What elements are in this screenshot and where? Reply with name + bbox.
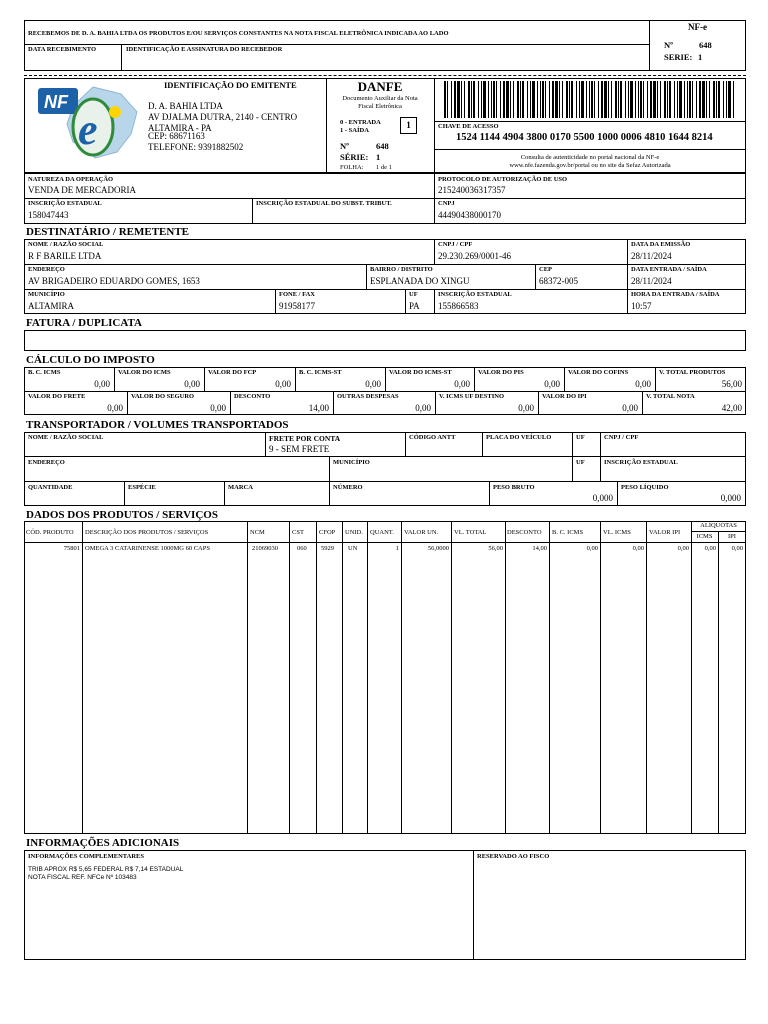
- stub-serie: 1: [698, 52, 703, 62]
- divider: [482, 432, 483, 456]
- danfe-number-label: Nº: [340, 141, 349, 151]
- row1-value-6: 0,00: [544, 379, 560, 389]
- product-unit-value: 56,0000: [427, 545, 449, 552]
- invoice-block: [24, 330, 746, 351]
- barcode: [444, 81, 734, 118]
- col-header-quantity: QUANT.: [370, 529, 394, 536]
- danfe-subtitle-2: Fiscal Eletrônica: [358, 103, 402, 110]
- product-cst: 060: [297, 545, 307, 552]
- recipient-cep: 68372-005: [539, 276, 578, 286]
- nfe-logo: [33, 82, 143, 164]
- row2-value-5: 0,00: [518, 403, 534, 413]
- gross-weight-label: PESO BRUTO: [493, 484, 535, 491]
- divider: [247, 521, 248, 834]
- recipient-ie-label: INSCRIÇÃO ESTADUAL: [438, 291, 512, 298]
- row2-value-4: 0,00: [415, 403, 431, 413]
- danfe-type-box: 1: [400, 117, 417, 134]
- net-weight-label: PESO LÍQUIDO: [621, 484, 669, 491]
- row1-value-2: 0,00: [184, 379, 200, 389]
- complementary-line-2: NOTA FISCAL REF. NFCe Nº 103483: [28, 874, 137, 881]
- col-header-rates: ALÍQUOTAS: [700, 522, 737, 529]
- products-section-title: DADOS DOS PRODUTOS / SERVIÇOS: [26, 509, 218, 521]
- issuer-phone: TELEFONE: 9391882502: [148, 142, 244, 152]
- row2-label-3: DESCONTO: [234, 393, 271, 400]
- products-table: [24, 521, 746, 834]
- row2-label-6: VALOR DO IPI: [542, 393, 587, 400]
- divider: [316, 521, 317, 834]
- divider: [385, 367, 386, 391]
- divider: [549, 521, 550, 834]
- product-cfop: 5929: [321, 545, 334, 552]
- row2-label-7: V. TOTAL NOTA: [646, 393, 695, 400]
- col-header-cst: CST: [292, 529, 304, 536]
- danfe-folha-label: FOLHA:: [340, 164, 364, 171]
- carrier-uf2-label: UF: [576, 459, 585, 466]
- row2-value-6: 0,00: [622, 403, 638, 413]
- col-header-unit-value: VALOR UN.: [404, 529, 439, 536]
- recipient-district-label: BAIRRO / DISTRITO: [370, 266, 433, 273]
- col-header-rate-ipi: IPI: [728, 533, 736, 540]
- entry-time: 10:57: [631, 301, 652, 311]
- divider: [535, 264, 536, 289]
- issuer-name: D. A. BAHIA LTDA: [148, 101, 223, 111]
- carrier-cnpj-label: CNPJ / CPF: [604, 434, 639, 441]
- col-header-ncm: NCM: [250, 529, 265, 536]
- divider: [435, 391, 436, 415]
- issuer-ie-st-label: INSCRIÇÃO ESTADUAL DO SUBST. TRIBUT.: [256, 200, 392, 207]
- row2-value-3: 14,00: [308, 403, 329, 413]
- divider: [24, 44, 649, 45]
- product-bc-icms: 0,00: [586, 545, 598, 552]
- col-header-cfop: CFOP: [319, 529, 336, 536]
- row1-value-5: 0,00: [454, 379, 470, 389]
- recipient-section-title: DESTINATÁRIO / REMETENTE: [26, 226, 189, 238]
- product-rate-icms: 0,00: [704, 545, 716, 552]
- carrier-ie-label: INSCRIÇÃO ESTADUAL: [604, 459, 678, 466]
- col-header-total: VL. TOTAL: [454, 529, 487, 536]
- gross-weight: 0,000: [592, 493, 613, 503]
- row1-label-7: VALOR DO COFINS: [568, 369, 629, 376]
- divider: [434, 173, 435, 224]
- row2-label-5: V. ICMS UF DESTINO: [439, 393, 505, 400]
- product-unit: UN: [348, 545, 358, 552]
- divider: [252, 198, 253, 224]
- recipient-district: ESPLANADA DO XINGU: [370, 276, 470, 286]
- invoice-section-title: FATURA / DUPLICATA: [26, 317, 142, 329]
- recipient-city-label: MUNICÍPIO: [28, 291, 65, 298]
- row1-value-8: 56,00: [721, 379, 742, 389]
- recipient-name-label: NOME / RAZÃO SOCIAL: [28, 241, 104, 248]
- product-quantity: 1: [395, 545, 399, 552]
- plate-label: PLACA DO VEÍCULO: [486, 434, 552, 441]
- row1-label-3: VALOR DO FCP: [208, 369, 257, 376]
- stub-number: 648: [699, 40, 712, 50]
- svg-text:NF: NF: [44, 92, 68, 112]
- recipient-address-label: ENDEREÇO: [28, 266, 65, 273]
- danfe-entrada: 0 - ENTRADA: [340, 119, 381, 126]
- issuer-cep: CEP: 68671163: [148, 131, 205, 141]
- net-weight: 0,000: [720, 493, 741, 503]
- divider: [333, 391, 334, 415]
- divider: [434, 289, 435, 314]
- divider: [642, 391, 643, 415]
- freight-label: FRETE POR CONTA: [269, 434, 341, 443]
- quantity-label: QUANTIDADE: [28, 484, 73, 491]
- divider: [691, 521, 692, 834]
- col-header-unit: UNID.: [345, 529, 363, 536]
- recipient-uf: PA: [409, 301, 420, 311]
- issuer-ie-label: INSCRIÇÃO ESTADUAL: [28, 200, 102, 207]
- row1-label-1: B. C. ICMS: [28, 369, 61, 376]
- carrier-name-label: NOME / RAZÃO SOCIAL: [28, 434, 104, 441]
- col-header-rate-icms: ICMS: [696, 533, 713, 540]
- divider: [489, 481, 490, 506]
- divider: [295, 367, 296, 391]
- access-key-label: CHAVE DE ACESSO: [438, 123, 499, 130]
- entry-time-label: HORA DA ENTRADA / SAÍDA: [631, 291, 720, 298]
- col-header-description: DESCRIÇÃO DOS PRODUTOS / SERVIÇOS: [85, 529, 209, 536]
- divider: [627, 239, 628, 314]
- product-discount: 14,00: [532, 545, 547, 552]
- divider: [473, 850, 474, 960]
- product-ncm: 21069030: [252, 545, 278, 552]
- recipient-cep-label: CEP: [539, 266, 552, 273]
- issue-date: 28/11/2024: [631, 251, 672, 261]
- recipient-ie: 155866583: [438, 301, 479, 311]
- divider: [289, 521, 290, 834]
- col-header-code: CÓD. PRODUTO: [26, 529, 74, 536]
- divider: [538, 391, 539, 415]
- row2-label-4: OUTRAS DESPESAS: [337, 393, 399, 400]
- issuer-cnpj-value: 44490438000170: [438, 210, 501, 220]
- recipient-cnpj: 29.230.269/0001-46: [438, 251, 511, 261]
- product-ipi: 0,00: [677, 545, 689, 552]
- divider: [230, 391, 231, 415]
- divider: [127, 391, 128, 415]
- divider: [24, 456, 746, 457]
- divider: [405, 289, 406, 314]
- carrier-address-label: ENDEREÇO: [28, 459, 65, 466]
- recipient-phone: 91958177: [279, 301, 315, 311]
- freight-value: 9 - SEM FRETE: [269, 444, 330, 454]
- divider: [329, 456, 330, 506]
- danfe-serie: 1: [376, 152, 381, 162]
- row2-value-7: 42,00: [721, 403, 742, 413]
- access-key: 1524 1144 4904 3800 0170 5500 1000 0006 4810 1644 8214: [456, 132, 713, 143]
- divider: [401, 521, 402, 834]
- cut-line: [24, 75, 746, 76]
- divider: [121, 44, 122, 71]
- row2-value-1: 0,00: [107, 403, 123, 413]
- carrier-city-label: MUNICÍPIO: [333, 459, 370, 466]
- protocol-value: 215240036317357: [438, 185, 506, 195]
- recipient-cnpj-label: CNPJ / CPF: [438, 241, 473, 248]
- recipient-address: AV BRIGADEIRO EDUARDO GOMES, 1653: [28, 276, 200, 286]
- issuer-city: ALTAMIRA - PA: [148, 123, 212, 133]
- divider: [474, 367, 475, 391]
- divider: [405, 432, 406, 456]
- divider: [718, 531, 719, 834]
- number-label: NÚMERO: [333, 484, 363, 491]
- row1-label-8: V. TOTAL PRODUTOS: [659, 369, 726, 376]
- row1-value-4: 0,00: [365, 379, 381, 389]
- danfe-folha: 1 de 1: [376, 164, 392, 171]
- col-header-vl-icms: VL. ICMS: [603, 529, 631, 536]
- divider: [114, 367, 115, 391]
- issuer-address: AV DJALMA DUTRA, 2140 - CENTRO: [148, 112, 298, 122]
- access-key-consult-1: Consulta de autenticidade no portal nacional da NF-e: [520, 154, 660, 161]
- brand-label: MARCA: [228, 484, 253, 491]
- carrier-uf-label: UF: [576, 434, 585, 441]
- row2-label-2: VALOR DO SEGURO: [131, 393, 195, 400]
- divider: [600, 521, 601, 834]
- divider: [564, 367, 565, 391]
- divider: [434, 239, 435, 264]
- divider: [82, 521, 83, 834]
- divider: [646, 521, 647, 834]
- danfe-subtitle-1: Documento Auxiliar da Nota: [342, 95, 418, 102]
- divider: [24, 289, 746, 290]
- issuer-heading: IDENTIFICAÇÃO DO EMITENTE: [164, 80, 297, 90]
- divider: [204, 367, 205, 391]
- divider: [24, 542, 746, 543]
- access-key-consult-2: www.nfe.fazenda.gov.br/portal ou no site da Sefaz Autorizada: [509, 162, 671, 169]
- receipt-signature-label: IDENTIFICAÇÃO E ASSINATURA DO RECEBEDOR: [126, 46, 283, 53]
- divider: [366, 264, 367, 289]
- divider: [24, 264, 746, 265]
- divider: [434, 121, 746, 122]
- divider: [655, 367, 656, 391]
- nature-value: VENDA DE MERCADORIA: [28, 185, 136, 195]
- col-header-ipi: VALOR IPI: [649, 529, 681, 536]
- entry-date-label: DATA ENTRADA / SAÍDA: [631, 266, 707, 273]
- complementary-label: INFORMAÇÕES COMPLEMENTARES: [28, 853, 144, 860]
- stub-serie-label: SERIE:: [664, 52, 693, 62]
- col-header-bc-icms: B. C. ICMS: [552, 529, 584, 536]
- receipt-statement: RECEBEMOS DE D. A. BAHIA LTDA OS PRODUTOS E/OU SERVIÇOS CONSTANTES NA NOTA FISCAL ELETRÔNICA INDICADA AO LADO: [28, 30, 449, 37]
- tax-section-title: CÁLCULO DO IMPOSTO: [26, 354, 155, 366]
- recipient-uf-label: UF: [409, 291, 418, 298]
- divider: [451, 521, 452, 834]
- stub-nfe-label: NF-e: [688, 22, 707, 32]
- row1-label-4: B. C. ICMS-ST: [299, 369, 342, 376]
- divider: [600, 432, 601, 481]
- issue-date-label: DATA DA EMISSÃO: [631, 241, 691, 248]
- row2-label-1: VALOR DO FRETE: [28, 393, 86, 400]
- product-code: 75801: [63, 545, 80, 552]
- danfe-serie-label: SÉRIE:: [340, 152, 369, 162]
- recipient-name: R F BARILE LTDA: [28, 251, 102, 261]
- divider: [24, 391, 746, 392]
- row1-label-6: VALOR DO PIS: [478, 369, 524, 376]
- product-rate-ipi: 0,00: [731, 545, 743, 552]
- danfe-saida: 1 - SAÍDA: [340, 127, 369, 134]
- fisco-label: RESERVADO AO FISCO: [477, 853, 550, 860]
- divider: [224, 481, 225, 506]
- divider: [124, 481, 125, 506]
- divider: [24, 198, 746, 199]
- divider: [434, 149, 746, 150]
- svg-text:e: e: [78, 105, 98, 154]
- antt-label: CÓDIGO ANTT: [409, 434, 456, 441]
- divider: [275, 289, 276, 314]
- stub-number-label: Nº: [664, 40, 673, 50]
- product-total: 56,00: [488, 545, 503, 552]
- col-header-discount: DESCONTO: [507, 529, 542, 536]
- nature-label: NATUREZA DA OPERAÇÃO: [28, 176, 114, 183]
- row1-label-5: VALOR DO ICMS-ST: [389, 369, 452, 376]
- divider: [367, 521, 368, 834]
- recipient-phone-label: FONE / FAX: [279, 291, 315, 298]
- additional-section-title: INFORMAÇÕES ADICIONAIS: [26, 837, 180, 849]
- divider: [572, 432, 573, 481]
- entry-date: 28/11/2024: [631, 276, 672, 286]
- row1-label-2: VALOR DO ICMS: [118, 369, 171, 376]
- divider: [24, 481, 746, 482]
- row1-value-7: 0,00: [635, 379, 651, 389]
- receipt-date-label: DATA RECEBIMENTO: [28, 46, 97, 53]
- recipient-city: ALTAMIRA: [28, 301, 74, 311]
- divider: [505, 521, 506, 834]
- protocol-label: PROTOCOLO DE AUTORIZAÇÃO DE USO: [438, 176, 568, 183]
- divider: [649, 20, 650, 71]
- complementary-line-1: TRIB APROX R$ 5,65 FEDERAL R$ 7,14 ESTADUAL: [28, 866, 184, 873]
- danfe-title: DANFE: [357, 79, 403, 94]
- row1-value-3: 0,00: [275, 379, 291, 389]
- species-label: ESPÉCIE: [128, 484, 156, 491]
- divider: [617, 481, 618, 506]
- row1-value-1: 0,00: [94, 379, 110, 389]
- carrier-section-title: TRANSPORTADOR / VOLUMES TRANSPORTADOS: [26, 419, 289, 431]
- divider: [342, 521, 343, 834]
- product-vl-icms: 0,00: [632, 545, 644, 552]
- issuer-ie-value: 158047443: [28, 210, 69, 220]
- row2-value-2: 0,00: [210, 403, 226, 413]
- danfe-number: 648: [376, 141, 389, 151]
- product-description: OMEGA 3 CATARINENSE 1000MG 60 CAPS: [85, 545, 210, 552]
- issuer-cnpj-label: CNPJ: [438, 200, 455, 207]
- divider: [265, 432, 266, 456]
